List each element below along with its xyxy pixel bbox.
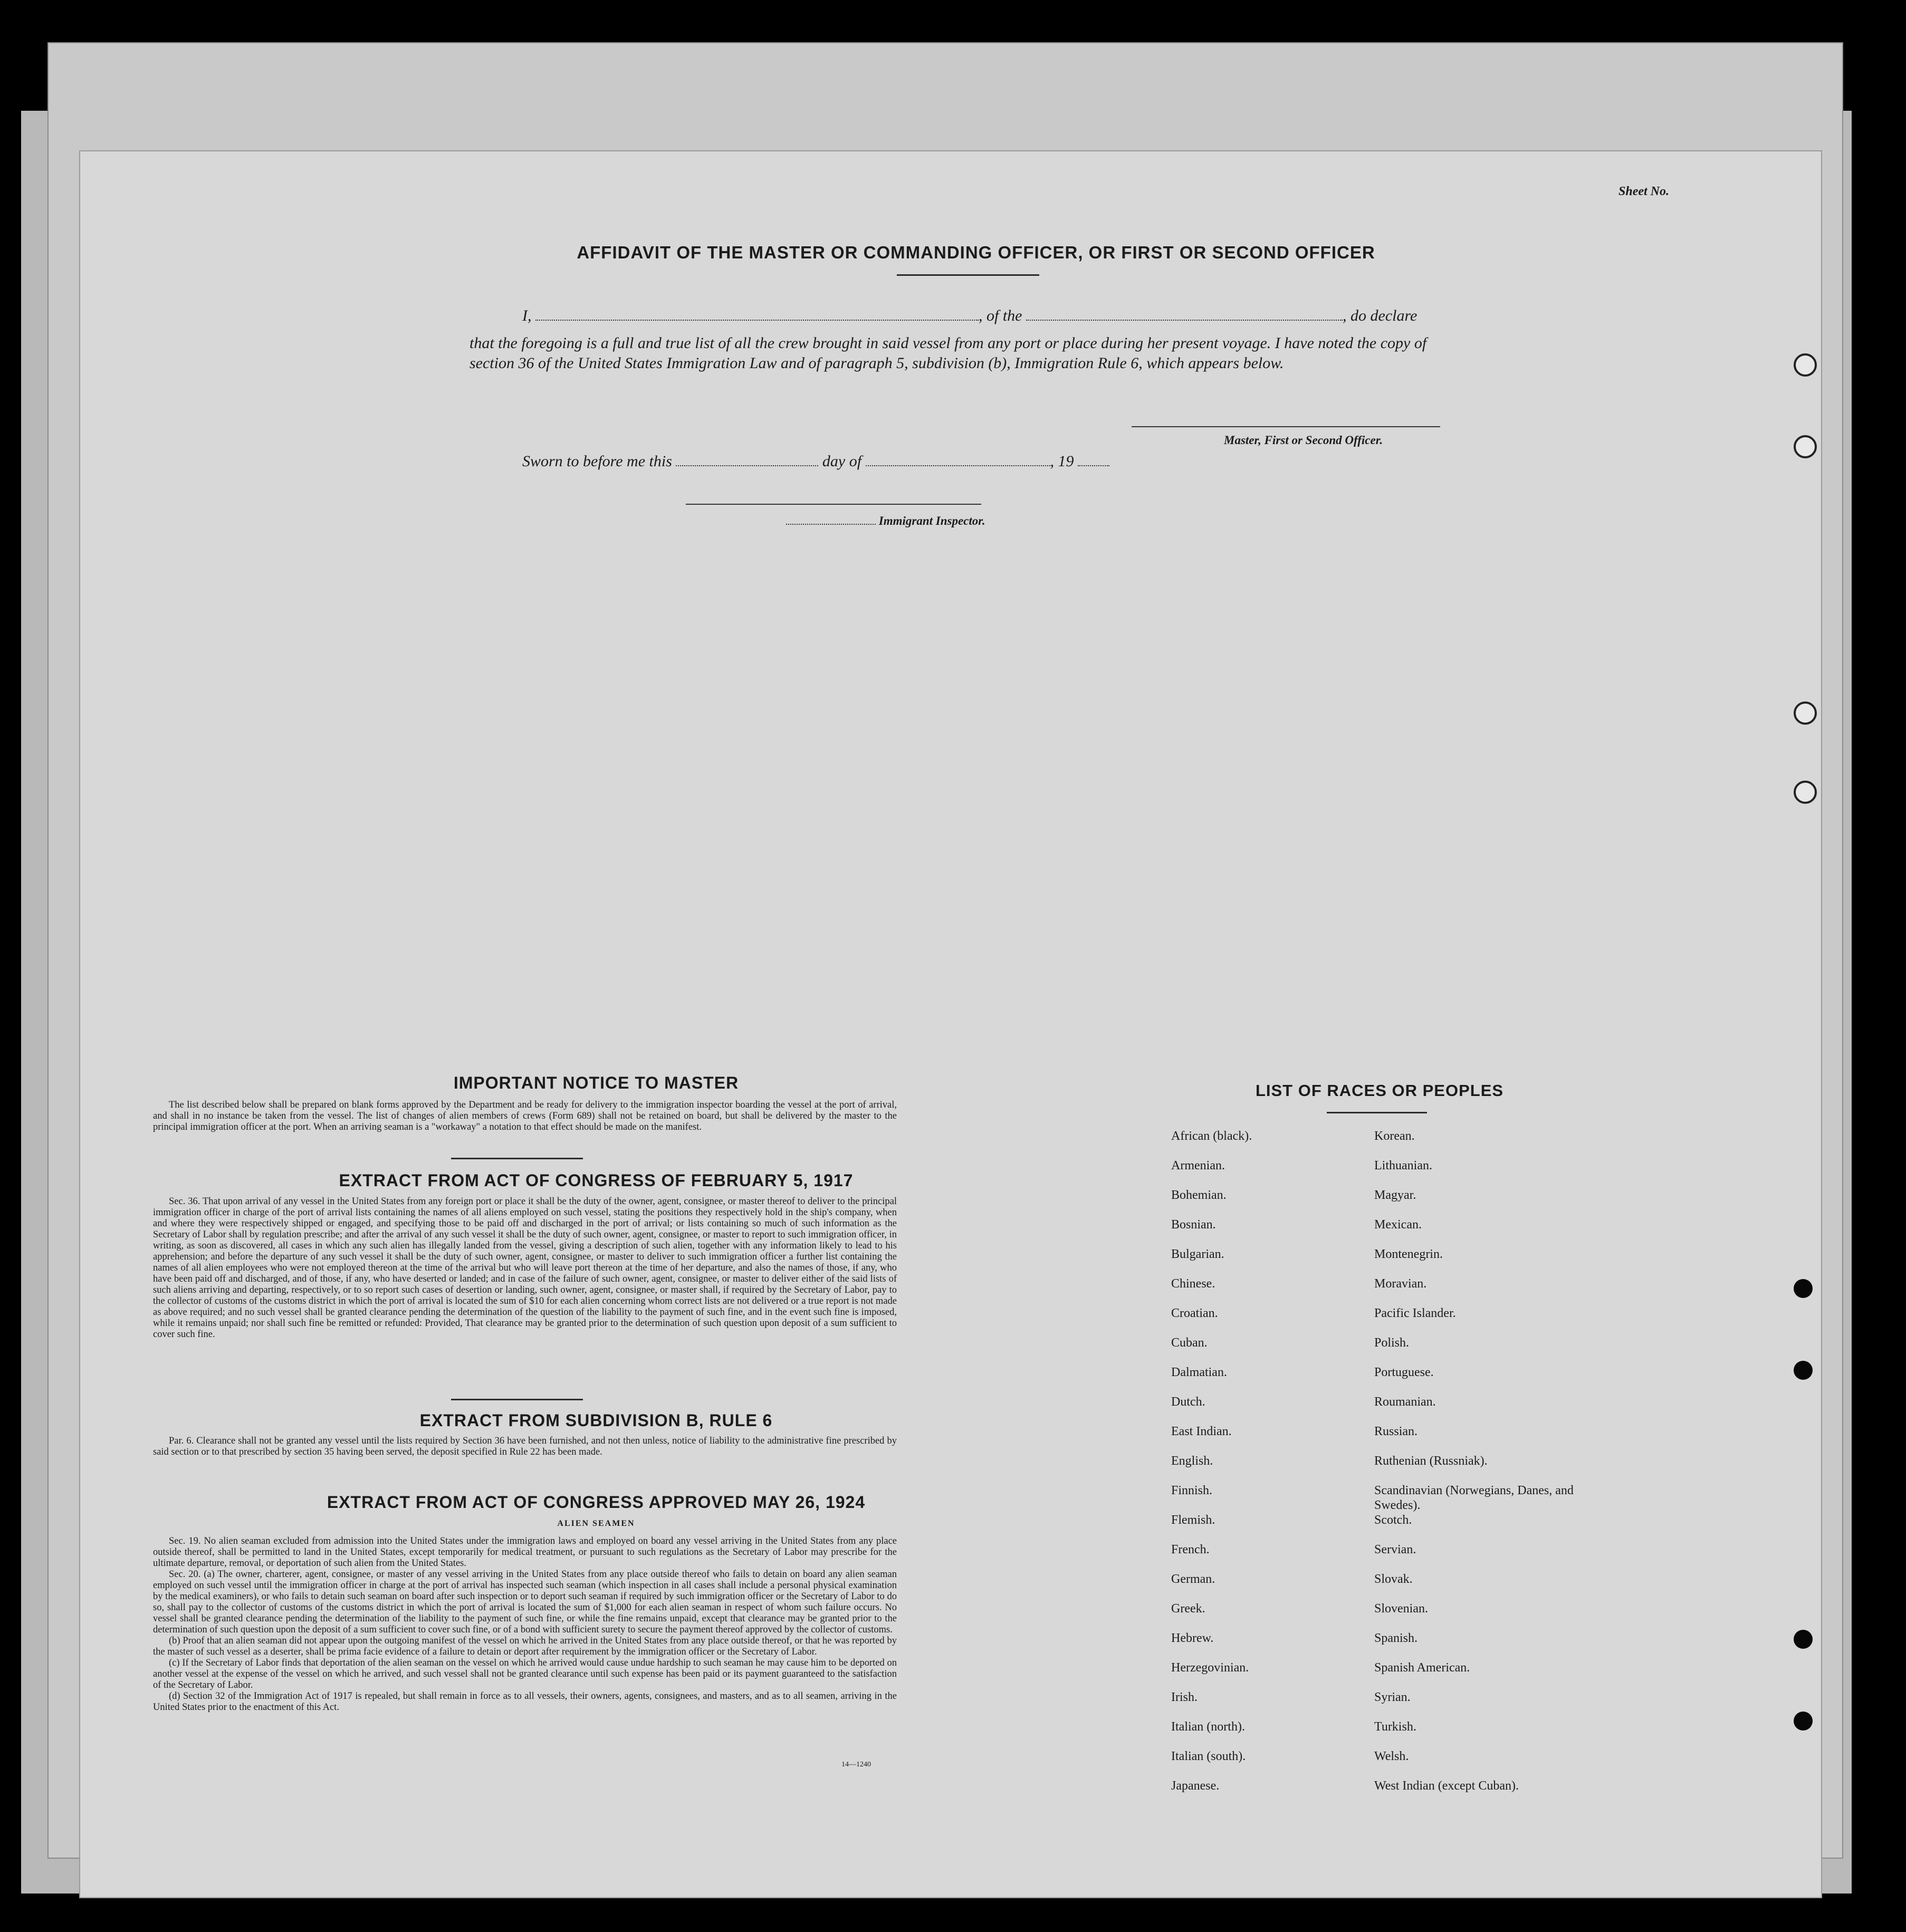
declaration-line: [522, 307, 1417, 325]
binder-hole: [1794, 701, 1817, 725]
day-of-text: day of: [822, 453, 862, 470]
sworn-month-blank[interactable]: [866, 453, 1050, 466]
binder-hole: [1794, 781, 1817, 804]
do-declare-text: , do declare: [1343, 307, 1417, 324]
race-item: Hebrew.: [1171, 1631, 1214, 1645]
sworn-year-blank[interactable]: [1078, 453, 1109, 466]
race-item: Ruthenian (Russniak).: [1374, 1454, 1488, 1468]
sworn-line: [522, 453, 1109, 470]
race-item: Chinese.: [1171, 1277, 1215, 1291]
binder-hole: [1794, 1712, 1813, 1731]
race-item: Roumanian.: [1374, 1395, 1436, 1409]
race-item: African (black).: [1171, 1129, 1252, 1143]
race-item: Servian.: [1374, 1543, 1416, 1556]
races-right-column: [1374, 1129, 1575, 1808]
inspector-row: [786, 514, 985, 528]
binder-hole: [1794, 1361, 1813, 1380]
race-item: Montenegrin.: [1374, 1247, 1443, 1261]
alien-seamen-subtitle: ALIEN SEAMEN: [557, 1519, 635, 1528]
race-item: Armenian.: [1171, 1159, 1225, 1172]
race-item: West Indian (except Cuban).: [1374, 1779, 1519, 1793]
sheet-number-label: Sheet No.: [1618, 185, 1669, 198]
year-prefix: , 19: [1050, 453, 1074, 470]
race-item: Portuguese.: [1374, 1366, 1434, 1379]
master-label: Master, First or Second Officer.: [1224, 434, 1383, 447]
declarant-prefix: I,: [522, 307, 532, 324]
race-item: Greek.: [1171, 1602, 1205, 1616]
divider: [451, 1158, 583, 1159]
extract-rule6-text: Par. 6. Clearance shall not be granted any vessel until the lists required by Section 36 have been furnished, and not then unless, notice of liability to the administrative fine prescribed by said section or to that prescribed by section 35 having been served, the deposit specified in Rule 22 has been made.: [153, 1436, 897, 1457]
race-item: French.: [1171, 1543, 1210, 1556]
binder-hole: [1794, 1630, 1813, 1649]
race-item: Slovak.: [1374, 1572, 1413, 1586]
race-item: Italian (south).: [1171, 1750, 1246, 1763]
extract-1924-text: [153, 1536, 897, 1713]
race-item: Croatian.: [1171, 1306, 1218, 1320]
sworn-day-blank[interactable]: [676, 453, 818, 466]
race-item: Dalmatian.: [1171, 1366, 1227, 1379]
notice-text: The list described below shall be prepared on blank forms approved by the Department and be ready for delivery to the immigration inspector boarding the vessel at the port of arrival, and shall in no instance be taken from the vessel. The list of changes of alien members of crews (Form 689) shall not be retained on board, but shall be delivered by the master to the principal immigration officer at the port. When an arriving seaman is a "workaway" a notation to that effect should be made on the manifest.: [153, 1100, 897, 1132]
race-item: German.: [1171, 1572, 1215, 1586]
race-item: Flemish.: [1171, 1513, 1215, 1527]
notice-title: IMPORTANT NOTICE TO MASTER: [453, 1073, 739, 1092]
race-item: Magyar.: [1374, 1188, 1416, 1202]
race-item: Korean.: [1374, 1129, 1415, 1143]
binder-hole: [1794, 435, 1817, 458]
inspector-signature-line[interactable]: [686, 504, 981, 505]
affidavit-title: AFFIDAVIT OF THE MASTER OR COMMANDING OFFICER, OR FIRST OR SECOND OFFICER: [577, 243, 1375, 262]
name-blank[interactable]: [535, 307, 979, 321]
extract-1917-text: Sec. 36. That upon arrival of any vessel in the United States from any foreign port or place it shall be the duty of the owner, agent, consignee, or master thereof to deliver to the principal immigration officer in charge of the port of arrival lists containing the names of all aliens employed on such vessel, stating the positions they respectively hold in the ship's company, when and where they were respectively shipped or engaged, and specifying those to be paid off and discharged in the port of arrival; or lists containing so much of such information as the Secretary of Labor shall by regulation prescribe; and after the arrival of any such vessel it shall be the duty of such owner, agent, consignee, or master to report to such immigration officer, in writing, as soon as discovered, all cases in which any such alien has illegally landed from the vessel, giving a description of such alien, together with any information likely to lead to his apprehension; and before the departure of any such vessel it shall be the duty of such owner, agent, consignee, or master to deliver to such immigration officer a further list containing the names of all alien employees who were not employed thereon at the time of the arrival but who will leave port thereon at the time of her departure, and also the names of those, if any, who have been paid off and discharged, and of those, if any, who have deserted or landed; and in case of the failure of such owner, agent, consignee, or master to deliver either of the said lists of such aliens arriving and departing, respectively, or to so report such cases of desertion or landing, such owner, agent, consignee, or master shall, if required by the Secretary of Labor, pay to the collector of customs of the customs district in which the port of arrival is located the sum of $10 for each alien concerning whom correct lists are not delivered or a true report is not made as above required; and no such vessel shall be granted clearance pending the determination of the question of the liability to the payment of such fine, and in the event such fine is imposed, while it remains unpaid; nor shall such fine be remitted or refunded: Provided, That clearance may be granted prior to the determination of such question upon deposit of a sum sufficient to cover such fine.: [153, 1196, 897, 1340]
section-20c-paragraph: (c) If the Secretary of Labor finds that deportation of the alien seaman on the vessel on which he arrived would cause undue hardship to such seaman he may cause him to be deported on another vessel at the expense of the vessel on which he arrived, and such vessel shall not be granted clearance until such expense has been paid or its payment guaranteed to the satisfaction of the Secretary of Labor.: [153, 1658, 897, 1690]
race-item: Bulgarian.: [1171, 1247, 1224, 1261]
section-20b-paragraph: (b) Proof that an alien seaman did not appear upon the outgoing manifest of the vessel on which he arrived in the United States from any place outside thereof, or that he was reported by the master of such vessel as a deserter, shall be prima facie evidence of a failure to detain or deport after requirement by the immigration officer or the Secretary of Labor.: [153, 1636, 897, 1657]
inspector-label: Immigrant Inspector.: [878, 514, 985, 527]
binder-hole: [1794, 353, 1817, 377]
races-title: LIST OF RACES OR PEOPLES: [1255, 1081, 1504, 1100]
races-left-column: [1171, 1129, 1361, 1808]
race-item: Finnish.: [1171, 1484, 1213, 1497]
race-item: Turkish.: [1374, 1720, 1416, 1734]
inspector-blank[interactable]: [786, 515, 876, 525]
divider: [897, 274, 1039, 276]
race-item: Polish.: [1374, 1336, 1410, 1350]
of-the-text: , of the: [979, 307, 1022, 324]
race-item: Pacific Islander.: [1374, 1306, 1456, 1320]
race-item: Syrian.: [1374, 1690, 1411, 1704]
race-item: Herzegovinian.: [1171, 1661, 1249, 1675]
vessel-blank[interactable]: [1026, 307, 1343, 321]
race-item: Italian (north).: [1171, 1720, 1245, 1734]
race-item: Japanese.: [1171, 1779, 1220, 1793]
section-20d-paragraph: (d) Section 32 of the Immigration Act of 1917 is repealed, but shall remain in force as to all vessels, their owners, agents, consignees, and masters, and as to all seamen, arriving in the United States prior to the enactment of this Act.: [153, 1691, 897, 1713]
race-item: English.: [1171, 1454, 1213, 1468]
extract-1917-title: EXTRACT FROM ACT OF CONGRESS OF FEBRUARY 5, 1917: [339, 1171, 854, 1190]
race-item: Cuban.: [1171, 1336, 1208, 1350]
race-item: Spanish American.: [1374, 1661, 1470, 1675]
binder-hole: [1794, 1279, 1813, 1298]
race-item: East Indian.: [1171, 1425, 1232, 1438]
race-item: Dutch.: [1171, 1395, 1205, 1409]
divider: [1327, 1112, 1427, 1113]
section-20a-paragraph: Sec. 20. (a) The owner, charterer, agent, consignee, or master of any vessel arriving in the United States from any place outside thereof who fails to detain on board any alien seaman employed on such vessel until the immigration officer in charge at the port of arrival has inspected such seaman (which inspection in all cases shall include a personal physical examination by the medical examiners), or who fails to detain such seaman on board after such inspection or to deport such seaman if required by such immigration officer or the Secretary of Labor to do so, shall pay to the collector of customs of the customs district in which the port of arrival is located the sum of $1,000 for each alien seaman in respect of whom such failure occurs. No vessel shall be granted clearance pending the determination of the liability to the payment of such fine, or while the fine remains unpaid, except that clearance may be granted prior to the determination of such question upon the deposit of a sum sufficient to cover such fine, or of a bond with sufficient surety to secure the payment thereof approved by the collector of customs.: [153, 1569, 897, 1635]
race-item: Scandinavian (Norwegians, Danes, and Swedes).: [1374, 1484, 1574, 1512]
race-item: Bohemian.: [1171, 1188, 1227, 1202]
extract-rule6-title: EXTRACT FROM SUBDIVISION B, RULE 6: [419, 1411, 773, 1430]
race-item: Russian.: [1374, 1425, 1418, 1438]
sworn-text: Sworn to before me this: [522, 453, 672, 470]
race-item: Slovenian.: [1374, 1602, 1428, 1616]
race-item: Spanish.: [1374, 1631, 1418, 1645]
race-item: Scotch.: [1374, 1513, 1412, 1527]
section-19-paragraph: Sec. 19. No alien seaman excluded from admission into the United States under the immigration laws and employed on board any vessel arriving in the United States from any place outside thereof, shall be permitted to land in the United States, except temporarily for medical treatment, or pursuant to such regulations as the Secretary of Labor may prescribe for the ultimate departure, removal, or deportation of such alien from the United States.: [153, 1536, 897, 1569]
master-signature-line[interactable]: [1132, 426, 1440, 427]
divider: [451, 1399, 583, 1400]
form-number: 14—1240: [841, 1761, 871, 1768]
race-item: Moravian.: [1374, 1277, 1427, 1291]
extract-1924-title: EXTRACT FROM ACT OF CONGRESS APPROVED MAY 26, 1924: [327, 1493, 866, 1512]
declaration-paragraph: that the foregoing is a full and true list of all the crew brought in said vessel from any port or place during her present voyage. I have noted the copy of section 36 of the United States Immigration Law and of paragraph 5, subdivision (b), Immigration Rule 6, which appears below.: [470, 334, 1427, 372]
race-item: Irish.: [1171, 1690, 1198, 1704]
race-item: Lithuanian.: [1374, 1159, 1432, 1172]
race-item: Mexican.: [1374, 1218, 1422, 1232]
race-item: Welsh.: [1374, 1750, 1409, 1763]
race-item: Bosnian.: [1171, 1218, 1216, 1232]
